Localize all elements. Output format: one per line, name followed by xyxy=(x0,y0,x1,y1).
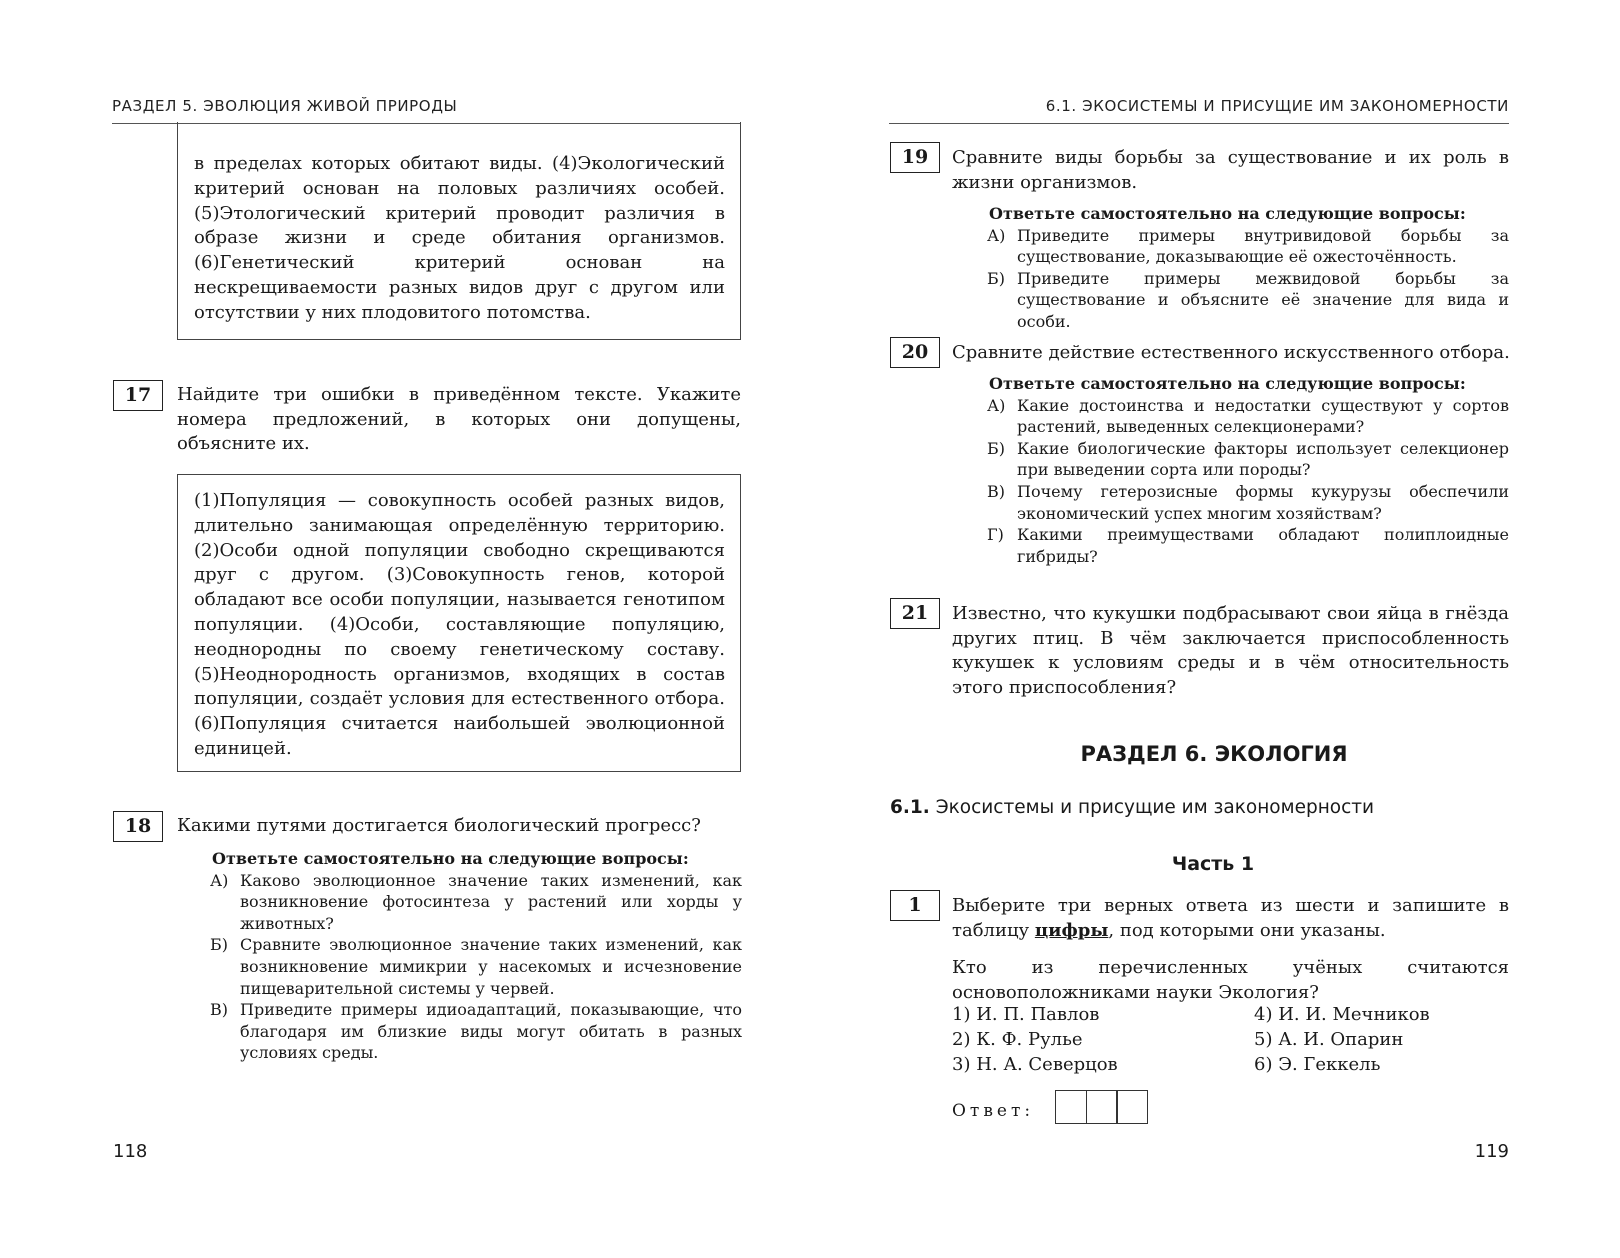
answer-item xyxy=(987,438,1509,481)
section-title: РАЗДЕЛ 6. ЭКОЛОГИЯ xyxy=(1080,742,1348,766)
continued-text: в пределах которых обитают виды. (4)Экологический критерий основан на половых различиях особей. (5)Этологический критерий проводит различия в образе жизни и среде обитания организмов. (6)Генетический критерий основан на нескрещиваемости разных видов друг с другом или отсутствии у них плодовитого потомства. xyxy=(194,153,725,323)
task-number-19: 19 xyxy=(890,142,940,173)
answer-item-letter: В) xyxy=(210,1000,228,1020)
answer-item-letter: А) xyxy=(210,870,229,890)
task-17-question: Найдите три ошибки в приведённом тексте. Укажите номера предложений, в которых они допущены, объясните их. xyxy=(177,384,741,454)
answer-item-text: Почему гетерозисные формы кукурузы обеспечили экономический успех многим хозяйствам? xyxy=(1017,481,1509,523)
answer-item-text: Какие достоинства и недостатки существуют у сортов растений, выведенных селекционерами? xyxy=(1017,395,1509,437)
answer-item-letter: Г) xyxy=(987,525,1004,545)
task-17-box-text: (1)Популяция — совокупность особей разных видов, длительно занимающая определённую территорию. (2)Особи одной популяции свободно скрещиваются друг с другом. (3)Совокупность генов, которой обладают все особи популяции, называется генотипом популяции. (4)Особи, составляющие популяцию, неоднородны по своему генетическому составу. (5)Неоднородность организмов, входящих в состав популяции, создаёт условия для естественного отбора. (6)Популяция считается наибольшей эволюционной единицей. xyxy=(194,490,725,759)
task-18-question: Какими путями достигается биологический прогресс? xyxy=(177,815,701,836)
task-19-question: Сравните виды борьбы за существование и их роль в жизни организмов. xyxy=(952,147,1509,193)
answer-item xyxy=(210,999,742,1064)
page-number-left: 118 xyxy=(113,1141,148,1162)
option-item: 1) И. П. Павлов xyxy=(952,1004,1100,1025)
answer-cell-3[interactable] xyxy=(1116,1090,1148,1124)
running-head-left: РАЗДЕЛ 5. ЭВОЛЮЦИЯ ЖИВОЙ ПРИРОДЫ xyxy=(112,97,458,115)
task-1-options xyxy=(952,1003,1509,1083)
answer-item-letter: А) xyxy=(987,225,1006,245)
answer-item xyxy=(210,934,742,999)
answer-item-letter: А) xyxy=(987,395,1006,415)
task-1-prompt: Кто из перечисленных учёных считаются основоположниками науки Экология? xyxy=(952,957,1509,1003)
answer-item xyxy=(987,268,1509,333)
answer-item xyxy=(987,225,1509,268)
header-rule xyxy=(889,123,1509,124)
task-1-question xyxy=(952,894,1509,943)
answer-block-title: Ответьте самостоятельно на следующие вопросы: xyxy=(989,374,1466,393)
answer-item-text: Сравните эволюционное значение таких изменений, как возникновение мимикрии у насекомых и исчезновение пищеварительной системы у червей. xyxy=(240,935,742,998)
answer-item-text: Приведите примеры внутривидовой борьбы за существование, доказывающие её ожесточённость. xyxy=(1017,225,1509,267)
task-number-18: 18 xyxy=(113,811,163,842)
answer-item-letter: В) xyxy=(987,481,1005,501)
answer-block-title: Ответьте самостоятельно на следующие вопросы: xyxy=(212,849,689,868)
task-19-answer-block xyxy=(987,203,1509,333)
subsection-title xyxy=(890,797,1374,818)
answer-item xyxy=(987,481,1509,524)
option-item: 4) И. И. Мечников xyxy=(1254,1004,1430,1025)
answer-item-letter: Б) xyxy=(987,438,1005,458)
answer-cells xyxy=(1055,1090,1148,1124)
answer-block-title: Ответьте самостоятельно на следующие вопросы: xyxy=(989,204,1466,223)
task-1-question-text-end: , под которыми они указаны. xyxy=(1108,919,1386,941)
continued-text-box xyxy=(177,122,741,340)
answer-cell-2[interactable] xyxy=(1086,1090,1118,1124)
option-item: 2) К. Ф. Рулье xyxy=(952,1029,1083,1050)
answer-cell-1[interactable] xyxy=(1055,1090,1087,1124)
option-item: 3) Н. А. Северцов xyxy=(952,1054,1118,1075)
task-number-21: 21 xyxy=(890,598,940,629)
subsection-number: 6.1. xyxy=(890,797,930,818)
task-1-question-text: Выберите три верных ответа из шести и запишите в таблицу xyxy=(952,895,1509,941)
task-number-20: 20 xyxy=(890,337,940,368)
task-number-17: 17 xyxy=(113,380,163,411)
page-number-right: 119 xyxy=(1474,1141,1509,1162)
answer-item-text: Каково эволюционное значение таких изменений, как возникновение фотосинтеза у растений или хорды у животных? xyxy=(240,870,742,933)
right-page xyxy=(810,0,1620,1258)
answer-item xyxy=(987,395,1509,438)
answer-item-letter: Б) xyxy=(987,268,1005,288)
task-1-question-emphasis: цифры xyxy=(1034,919,1109,941)
task-18-answer-block xyxy=(210,848,742,1064)
subsection-text: Экосистемы и присущие им закономерности xyxy=(935,797,1375,818)
task-21-question: Известно, что кукушки подбрасывают свои яйца в гнёзда других птиц. В чём заключается приспособленность кукушек к условиям среды и в чём относительность этого приспособления? xyxy=(952,603,1509,698)
answer-item-text: Приведите примеры идиоадаптаций, показывающие, что благодаря им близкие виды могут обитать в разных условиях среды. xyxy=(240,1000,742,1063)
task-20-answer-block xyxy=(987,373,1509,567)
answer-label: Ответ: xyxy=(952,1101,1035,1121)
answer-item xyxy=(210,870,742,935)
option-item: 6) Э. Геккель xyxy=(1254,1054,1381,1075)
option-item: 5) А. И. Опарин xyxy=(1254,1029,1404,1050)
answer-item-text: Приведите примеры межвидовой борьбы за существование и объясните её значение для вида и особи. xyxy=(1017,268,1509,331)
answer-item xyxy=(987,524,1509,567)
running-head-right: 6.1. ЭКОСИСТЕМЫ И ПРИСУЩИЕ ИМ ЗАКОНОМЕРНОСТИ xyxy=(1045,97,1509,115)
task-number-1: 1 xyxy=(890,890,940,921)
answer-item-text: Какие биологические факторы использует селекционер при выведении сорта или породы? xyxy=(1017,438,1509,480)
task-17-text-box xyxy=(177,474,741,772)
answer-item-letter: Б) xyxy=(210,935,228,955)
answer-item-text: Какими преимуществами обладают полиплоидные гибриды? xyxy=(1017,525,1509,566)
task-20-question: Сравните действие естественного искусственного отбора. xyxy=(952,342,1510,363)
part-title: Часть 1 xyxy=(1171,853,1255,875)
